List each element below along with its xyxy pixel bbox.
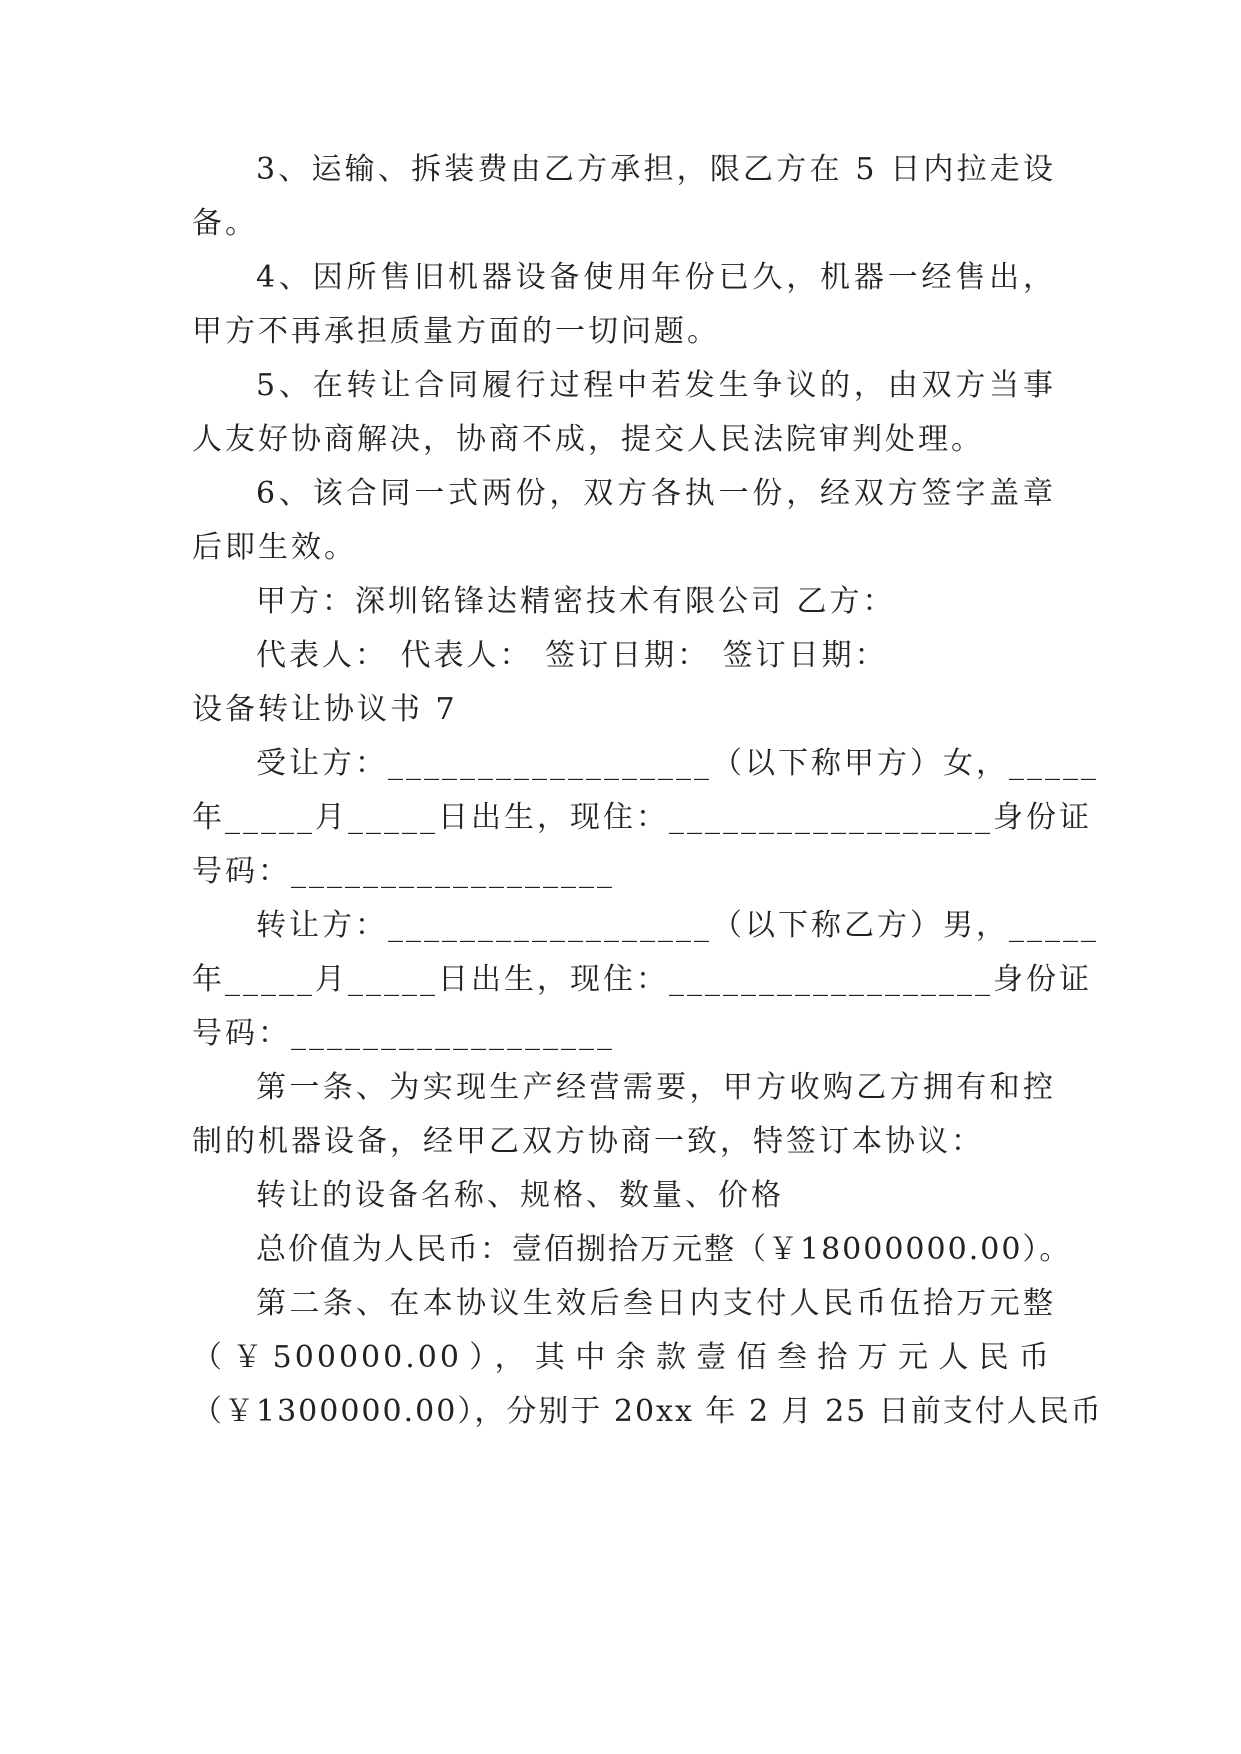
transferor-line-3: 号码：__________________ (192, 1016, 615, 1051)
representative-date-line: 代表人： 代表人： 签订日期： 签订日期： (256, 638, 888, 673)
clause-3-line-2: 备。 (192, 206, 258, 241)
party-a-signature-line: 甲方：深圳铭锋达精密技术有限公司 乙方： (256, 584, 896, 619)
transferee-line-3: 号码：__________________ (192, 854, 615, 889)
article-2-line-1: 第二条、在本协议生效后叁日内支付人民币伍拾万元整 (256, 1286, 1056, 1321)
total-value-line: 总价值为人民币：壹佰捌拾万元整（￥18000000.00）。 (256, 1232, 1072, 1267)
transferee-line-1: 受让方：__________________（以下称甲方）女，_____ (256, 746, 1099, 781)
article-1-line-2: 制的机器设备，经甲乙双方协商一致，特签订本协议： (192, 1124, 984, 1159)
clause-3-line-1: 3、运输、拆装费由乙方承担，限乙方在 5 日内拉走设 (256, 152, 1056, 187)
clause-6-line-1: 6、该合同一式两份，双方各执一份，经双方签字盖章 (256, 476, 1056, 511)
clause-4-line-2: 甲方不再承担质量方面的一切问题。 (192, 314, 720, 349)
clause-4-line-1: 4、因所售旧机器设备使用年份已久，机器一经售出， (256, 260, 1056, 295)
clause-6-line-2: 后即生效。 (192, 530, 357, 565)
article-2-line-3: （￥1300000.00），分别于 20xx 年 2 月 25 日前支付人民币 (192, 1394, 1103, 1429)
transferor-line-1: 转让方：__________________（以下称乙方）男，_____ (256, 908, 1099, 943)
equipment-list-heading: 转让的设备名称、规格、数量、价格 (256, 1178, 784, 1213)
section-title: 设备转让协议书 7 (192, 692, 458, 727)
clause-5-line-2: 人友好协商解决，协商不成，提交人民法院审判处理。 (192, 422, 984, 457)
article-1-line-1: 第一条、为实现生产经营需要，甲方收购乙方拥有和控 (256, 1070, 1056, 1105)
clause-5-line-1: 5、在转让合同履行过程中若发生争议的，由双方当事 (256, 368, 1056, 403)
transferee-line-2: 年_____月_____日出生，现住：__________________身份证 (192, 800, 1092, 835)
article-2-line-2: （￥500000.00），其中余款壹佰叁拾万元人民币 (192, 1340, 1052, 1375)
transferor-line-2: 年_____月_____日出生，现住：__________________身份证 (192, 962, 1092, 997)
